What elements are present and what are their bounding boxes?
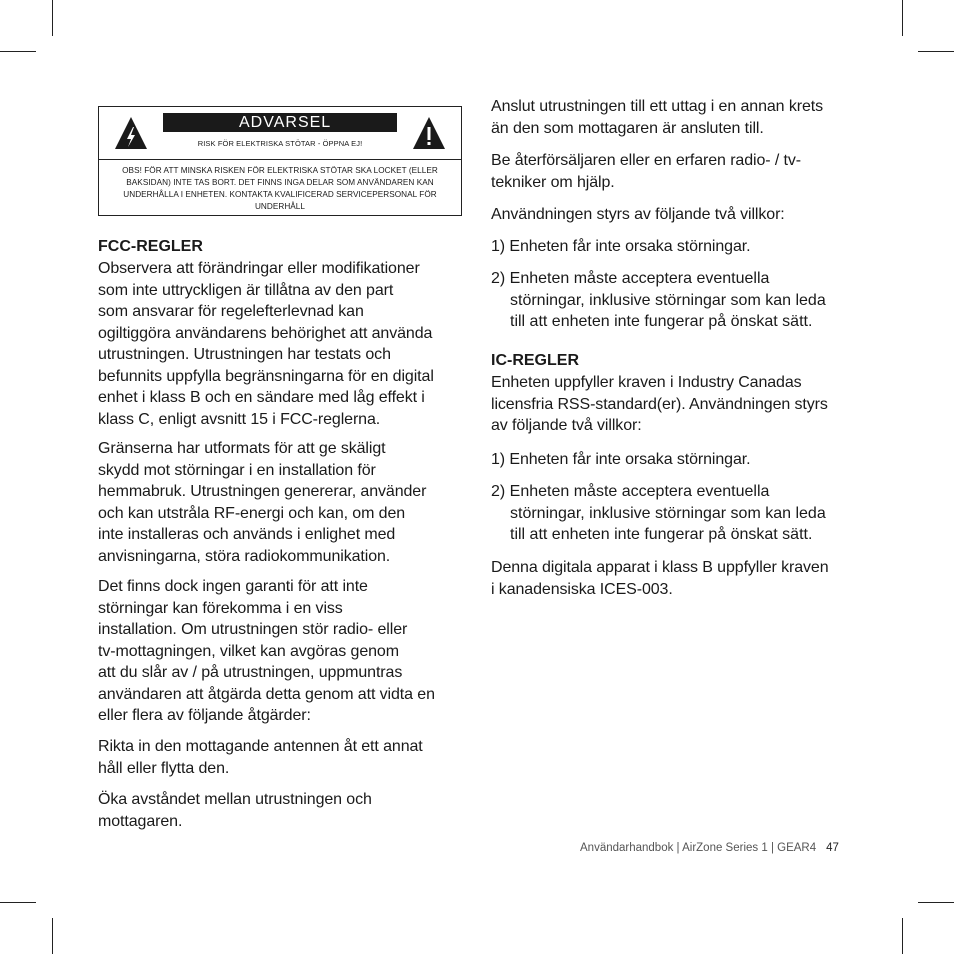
warning-header (99, 107, 461, 160)
text-line: Det finns dock ingen garanti för att inte (98, 578, 368, 595)
lightning-warning-icon (113, 115, 149, 151)
text-line: klass C, enligt avsnitt 15 i FCC-reglerna. (98, 410, 381, 428)
right-paragraph-2 (491, 150, 801, 193)
condition-4 (491, 481, 826, 546)
text-line: Öka avståndet mellan utrustningen och (98, 791, 372, 808)
text-line: enhet i klass B och en sändare med låg effekt i (98, 389, 425, 406)
fcc-paragraph-5 (98, 789, 372, 832)
right-paragraph-3 (491, 204, 785, 226)
text-line: skydd mot störningar i en installation för (98, 461, 376, 479)
text-line: Anslut utrustningen till ett uttag i en annan krets (491, 98, 823, 115)
page-number: 47 (826, 842, 839, 854)
crop-mark (918, 51, 954, 52)
text-line: håll eller flytta den. (98, 759, 230, 777)
right-paragraph-1 (491, 96, 823, 139)
fcc-paragraph-2 (98, 438, 426, 567)
exclamation-warning-icon (411, 115, 447, 151)
text-line: utrustningen. Utrustningen har testats och (98, 346, 391, 363)
warning-box (98, 106, 462, 216)
text-line: störningar, inklusive störningar som kan leda (510, 504, 826, 522)
text-line: hemmabruk. Utrustningen genererar, använder (98, 483, 427, 500)
warning-title: ADVARSEL (163, 113, 397, 132)
warning-subtitle: RISK FÖR ELEKTRISKA STÖTAR - ÖPPNA EJ! (197, 139, 363, 148)
crop-mark (902, 918, 903, 954)
crop-mark (902, 0, 903, 36)
fcc-paragraph-3 (98, 576, 435, 727)
crop-mark (52, 0, 53, 36)
ic-paragraph (491, 372, 828, 437)
text-line: anvisningarna, störa radiokommunikation. (98, 547, 391, 565)
text-line: 2) Enheten måste acceptera eventuella (491, 483, 770, 500)
text-line: Rikta in den mottagande antennen åt ett annat (98, 738, 423, 755)
text-line: av följande två villkor: (491, 417, 642, 434)
page-footer (580, 842, 839, 854)
text-line: ogiltiggöra användarens behörighet att använda (98, 324, 433, 342)
text-line: och kan utstråla RF-energi och kan, om den (98, 504, 406, 522)
text-line: tv-mottagningen, vilket kan avgöras genom (98, 642, 399, 660)
text-line: eller flera av följande åtgärder: (98, 707, 311, 724)
fcc-paragraph-4 (98, 736, 423, 779)
text-line: Användningen styrs av följande två villkor: (491, 206, 785, 223)
text-line: som inte uttryckligen är tillåtna av den part (98, 281, 394, 299)
text-line: licensfria RSS-standard(er). Användningen styrs (491, 395, 828, 413)
text-line: att du slår av / på utrustningen, uppmuntras (98, 664, 403, 681)
text-line: befunnits uppfylla begränsningarna för en digital (98, 367, 434, 385)
text-line: Be återförsäljaren eller en erfaren radio- / tv- (491, 152, 802, 169)
footer-text: Användarhandbok | AirZone Series 1 | GEAR4 (580, 842, 817, 854)
fcc-paragraph-1 (98, 258, 434, 430)
text-line: installation. Om utrustningen stör radio- eller (98, 621, 408, 638)
text-line: Denna digitala apparat i klass B uppfyller kraven (491, 559, 829, 576)
condition-2 (491, 268, 826, 333)
condition-3: 1) Enheten får inte orsaka störningar. (491, 451, 751, 468)
text-line: användaren att åtgärda detta genom att vidta en (98, 685, 435, 703)
crop-mark (0, 51, 36, 52)
text-line: till att enheten inte fungerar på önskat sätt. (510, 526, 813, 543)
text-line: Enheten uppfyller kraven i Industry Canadas (491, 374, 802, 391)
fcc-heading: FCC-REGLER (98, 238, 203, 255)
text-line: Gränserna har utformats för att ge skäligt (98, 440, 386, 457)
crop-mark (0, 902, 36, 903)
text-line: tekniker om hjälp. (491, 173, 615, 191)
text-line: inte installeras och används i enlighet med (98, 526, 396, 543)
text-line: störningar, inklusive störningar som kan leda (510, 291, 826, 309)
text-line: störningar kan förekomma i en viss (98, 599, 343, 617)
ic-heading: IC-REGLER (491, 352, 579, 369)
text-line: 2) Enheten måste acceptera eventuella (491, 270, 770, 287)
text-line: som ansvarar för regelefterlevnad kan (98, 303, 364, 320)
text-line: än den som mottagaren är ansluten till. (491, 119, 764, 137)
ices-paragraph (491, 557, 829, 600)
text-line: till att enheten inte fungerar på önskat sätt. (510, 313, 813, 330)
warning-body: OBS! FÖR ATT MINSKA RISKEN FÖR ELEKTRISKA STÖTAR SKA LOCKET (ELLER BAKSIDAN) INTE TAS BORT. DET FINNS INGA DELAR SOM ANVÄNDAREN KAN UNDERHÅLLA I ENHETEN. KONTAKTA KVALIFICERAD SERVICEPERSONAL FÖR UNDERHÅLL (122, 166, 438, 211)
text-line: i kanadensiska ICES-003. (491, 580, 673, 598)
crop-mark (918, 902, 954, 903)
condition-1: 1) Enheten får inte orsaka störningar. (491, 238, 751, 255)
text-line: mottagaren. (98, 812, 183, 830)
crop-mark (52, 918, 53, 954)
text-line: Observera att förändringar eller modifikationer (98, 260, 420, 277)
